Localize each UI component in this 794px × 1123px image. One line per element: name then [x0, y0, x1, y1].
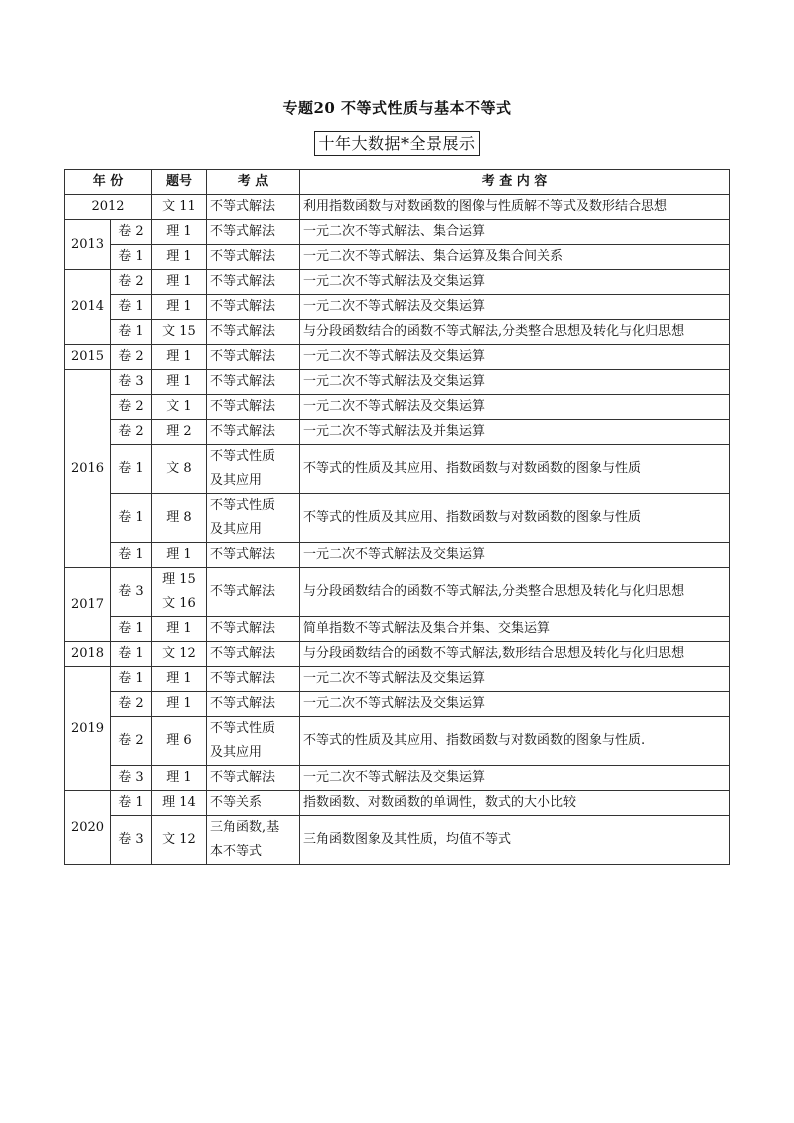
exam-point-line: 三角函数,基 [210, 820, 280, 835]
question-number-cell [152, 568, 207, 617]
question-number-cell: 文 1 [152, 395, 207, 420]
table-row [65, 220, 730, 245]
volume-cell: 卷 1 [111, 617, 152, 642]
content-cell: 一元二次不等式解法及交集运算 [300, 395, 730, 420]
year-cell: 2019 [65, 667, 111, 791]
table-row [65, 692, 730, 717]
volume-cell: 卷 1 [111, 320, 152, 345]
content-cell: 一元二次不等式解法、集合运算及集合间关系 [300, 245, 730, 270]
content-cell: 与分段函数结合的函数不等式解法,分类整合思想及转化与化归思想 [300, 568, 730, 617]
question-number-cell: 文 12 [152, 816, 207, 865]
table-row [65, 270, 730, 295]
exam-point-cell: 不等式解法 [207, 245, 300, 270]
exam-point-line: 不等式性质 [210, 721, 276, 736]
content-cell: 一元二次不等式解法及交集运算 [300, 692, 730, 717]
volume-cell: 卷 1 [111, 245, 152, 270]
question-number-cell: 文 15 [152, 320, 207, 345]
volume-cell: 卷 2 [111, 420, 152, 445]
content-cell: 一元二次不等式解法及交集运算 [300, 667, 730, 692]
table-row [65, 766, 730, 791]
header-content: 考 查 内 容 [300, 170, 730, 195]
exam-point-cell: 不等式解法 [207, 320, 300, 345]
table-row [65, 320, 730, 345]
volume-cell: 卷 2 [111, 220, 152, 245]
table-row [65, 791, 730, 816]
question-number-cell: 理 1 [152, 345, 207, 370]
table-row [65, 617, 730, 642]
content-cell: 一元二次不等式解法及交集运算 [300, 370, 730, 395]
volume-cell: 卷 2 [111, 395, 152, 420]
section-subtitle: 十年大数据*全景展示 [314, 131, 479, 156]
exam-statistics-table [64, 169, 730, 865]
content-cell: 利用指数函数与对数函数的图像与性质解不等式及数形结合思想 [300, 195, 730, 220]
table-row [65, 543, 730, 568]
table-row [65, 345, 730, 370]
question-number-cell: 理 1 [152, 617, 207, 642]
volume-cell: 卷 1 [111, 445, 152, 494]
exam-point-cell: 不等式解法 [207, 395, 300, 420]
content-cell: 一元二次不等式解法及交集运算 [300, 295, 730, 320]
volume-cell: 卷 1 [111, 791, 152, 816]
table-row [65, 370, 730, 395]
content-cell: 简单指数不等式解法及集合并集、交集运算 [300, 617, 730, 642]
content-cell: 不等式的性质及其应用、指数函数与对数函数的图象与性质 [300, 445, 730, 494]
year-cell: 2015 [65, 345, 111, 370]
question-number-line: 文 16 [162, 596, 196, 611]
table-row [65, 295, 730, 320]
exam-point-cell [207, 816, 300, 865]
table-row [65, 667, 730, 692]
question-number-cell: 文 11 [152, 195, 207, 220]
content-cell: 一元二次不等式解法及交集运算 [300, 766, 730, 791]
content-cell: 与分段函数结合的函数不等式解法,数形结合思想及转化与化归思想 [300, 642, 730, 667]
question-number-cell: 理 6 [152, 717, 207, 766]
header-question-number: 题号 [152, 170, 207, 195]
question-number-cell: 理 1 [152, 220, 207, 245]
question-number-cell: 理 1 [152, 543, 207, 568]
volume-cell: 卷 3 [111, 766, 152, 791]
content-cell: 一元二次不等式解法及交集运算 [300, 270, 730, 295]
year-cell: 2012 [65, 195, 152, 220]
exam-point-cell: 不等式解法 [207, 543, 300, 568]
question-number-cell: 理 1 [152, 370, 207, 395]
volume-cell: 卷 1 [111, 667, 152, 692]
exam-point-line: 及其应用 [210, 522, 263, 537]
content-cell: 不等式的性质及其应用、指数函数与对数函数的图象与性质. [300, 717, 730, 766]
exam-point-line: 不等式性质 [210, 498, 276, 513]
volume-cell: 卷 2 [111, 717, 152, 766]
content-cell: 与分段函数结合的函数不等式解法,分类整合思想及转化与化归思想 [300, 320, 730, 345]
exam-point-cell: 不等式解法 [207, 370, 300, 395]
question-number-cell: 理 1 [152, 692, 207, 717]
question-number-cell: 理 1 [152, 766, 207, 791]
question-number-cell: 理 8 [152, 494, 207, 543]
exam-point-line: 本不等式 [210, 844, 263, 859]
exam-point-cell: 不等式解法 [207, 766, 300, 791]
year-cell: 2020 [65, 791, 111, 865]
exam-point-cell [207, 445, 300, 494]
exam-point-cell: 不等式解法 [207, 420, 300, 445]
volume-cell: 卷 1 [111, 494, 152, 543]
content-cell: 一元二次不等式解法及并集运算 [300, 420, 730, 445]
volume-cell: 卷 3 [111, 370, 152, 395]
exam-point-cell: 不等式解法 [207, 270, 300, 295]
exam-point-cell: 不等式解法 [207, 220, 300, 245]
subtitle-wrapper [0, 131, 794, 156]
table-row [65, 420, 730, 445]
question-number-cell: 文 12 [152, 642, 207, 667]
page-title: 专题20 不等式性质与基本不等式 [282, 99, 512, 117]
question-number-cell: 理 1 [152, 245, 207, 270]
year-cell: 2013 [65, 220, 111, 270]
table-row [65, 445, 730, 494]
content-cell: 三角函数图象及其性质，均值不等式 [300, 816, 730, 865]
table-row [65, 195, 730, 220]
table-row [65, 494, 730, 543]
content-cell: 不等式的性质及其应用、指数函数与对数函数的图象与性质 [300, 494, 730, 543]
volume-cell: 卷 1 [111, 543, 152, 568]
question-number-cell: 理 2 [152, 420, 207, 445]
header-exam-point: 考 点 [207, 170, 300, 195]
year-cell: 2018 [65, 642, 111, 667]
volume-cell: 卷 3 [111, 568, 152, 617]
content-cell: 指数函数、对数函数的单调性，数式的大小比较 [300, 791, 730, 816]
exam-point-cell: 不等式解法 [207, 295, 300, 320]
content-cell: 一元二次不等式解法、集合运算 [300, 220, 730, 245]
content-cell: 一元二次不等式解法及交集运算 [300, 345, 730, 370]
volume-cell: 卷 2 [111, 345, 152, 370]
exam-point-cell: 不等式解法 [207, 345, 300, 370]
exam-point-cell: 不等关系 [207, 791, 300, 816]
exam-point-line: 不等式性质 [210, 449, 276, 464]
content-cell: 一元二次不等式解法及交集运算 [300, 543, 730, 568]
volume-cell: 卷 1 [111, 642, 152, 667]
question-number-cell: 理 1 [152, 295, 207, 320]
volume-cell: 卷 2 [111, 692, 152, 717]
question-number-cell: 文 8 [152, 445, 207, 494]
exam-point-cell: 不等式解法 [207, 617, 300, 642]
table-row [65, 816, 730, 865]
volume-cell: 卷 1 [111, 295, 152, 320]
volume-cell: 卷 2 [111, 270, 152, 295]
exam-point-cell: 不等式解法 [207, 195, 300, 220]
exam-point-cell: 不等式解法 [207, 692, 300, 717]
exam-point-line: 及其应用 [210, 745, 263, 760]
exam-point-cell: 不等式解法 [207, 667, 300, 692]
table-header-row [65, 170, 730, 195]
table-row [65, 395, 730, 420]
exam-point-cell: 不等式解法 [207, 568, 300, 617]
header-year: 年 份 [65, 170, 152, 195]
exam-point-cell [207, 494, 300, 543]
year-cell: 2014 [65, 270, 111, 345]
exam-point-cell: 不等式解法 [207, 642, 300, 667]
exam-point-line: 及其应用 [210, 473, 263, 488]
table-row [65, 568, 730, 617]
exam-point-cell [207, 717, 300, 766]
table-row [65, 717, 730, 766]
table-row [65, 642, 730, 667]
question-number-cell: 理 1 [152, 270, 207, 295]
question-number-cell: 理 14 [152, 791, 207, 816]
table-row [65, 245, 730, 270]
year-cell: 2016 [65, 370, 111, 568]
question-number-cell: 理 1 [152, 667, 207, 692]
year-cell: 2017 [65, 568, 111, 642]
volume-cell: 卷 3 [111, 816, 152, 865]
question-number-line: 理 15 [162, 572, 196, 587]
